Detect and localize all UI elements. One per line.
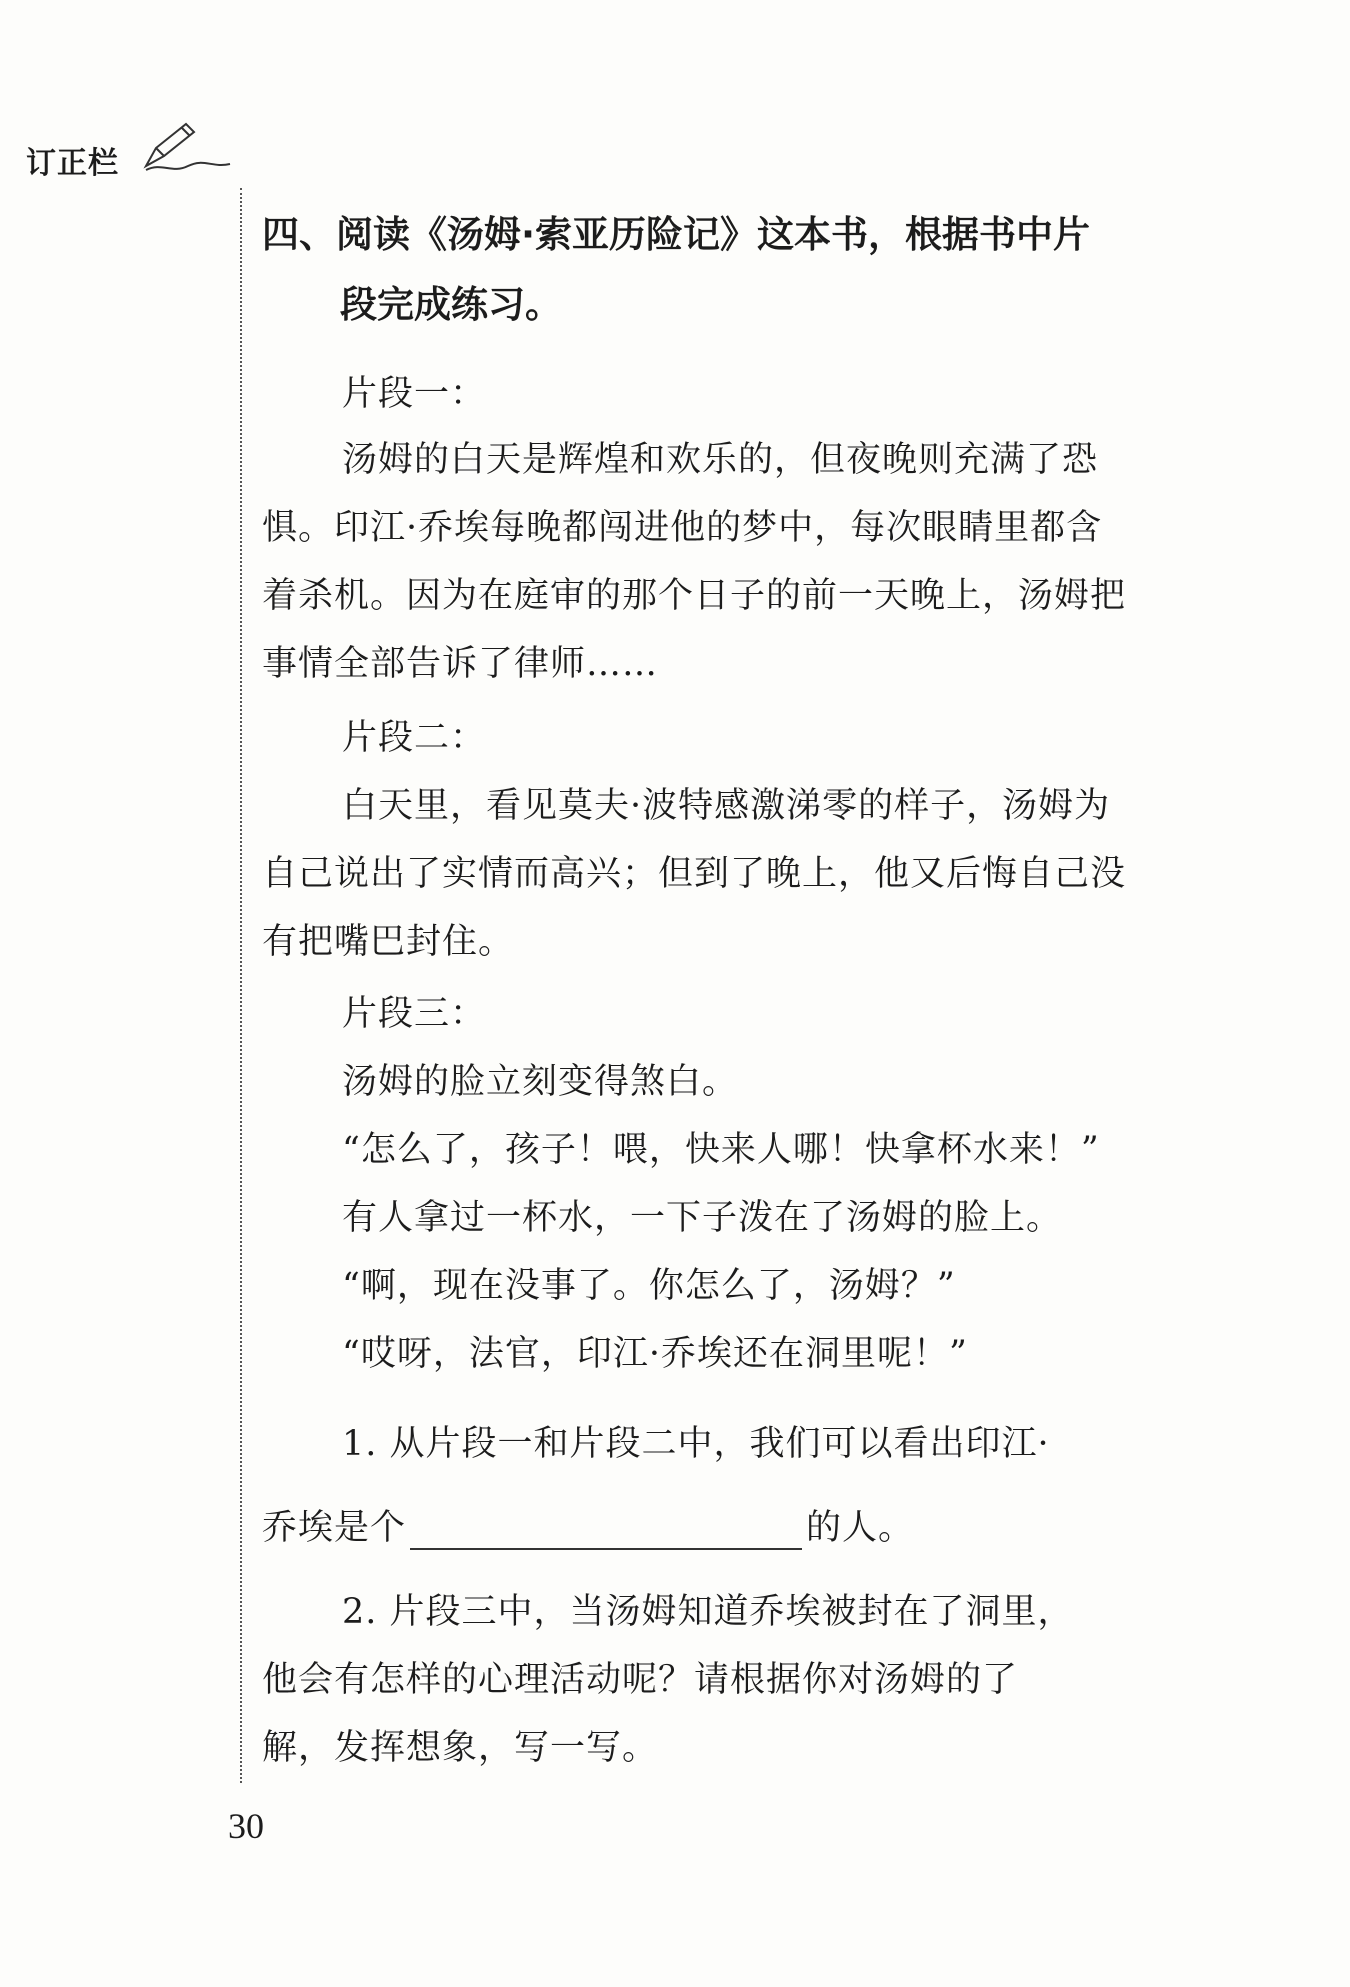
question-title-line1: 四、阅读《汤姆·索亚历险记》这本书，根据书中片 (262, 213, 1091, 256)
q1-line1: 1. 从片段一和片段二中，我们可以看出印江· (342, 1424, 1050, 1464)
excerpt2-line: 白天里，看见莫夫·波特感激涕零的样子，汤姆为 (342, 786, 1111, 826)
excerpt2-line: 自己说出了实情而高兴；但到了晚上，他又后悔自己没 (262, 854, 1127, 894)
question-title (262, 200, 1202, 340)
excerpt3-heading: 片段三： (342, 994, 487, 1034)
excerpt1-line: 汤姆的白天是辉煌和欢乐的，但夜晚则充满了恐 (342, 440, 1099, 480)
excerpt3-line: “啊，现在没事了。你怎么了，汤姆？” (342, 1266, 956, 1306)
excerpt1-line: 惧。印江·乔埃每晚都闯进他的梦中，每次眼睛里都含 (262, 508, 1103, 548)
excerpt1-line: 事情全部告诉了律师…… (262, 644, 659, 684)
excerpt2-heading: 片段二： (342, 718, 487, 758)
page-number: 30 (228, 1806, 264, 1846)
q2-line: 解，发挥想象，写一写。 (262, 1728, 659, 1768)
excerpt1-heading: 片段一： (342, 374, 487, 414)
correction-column-label: 订正栏 (26, 146, 119, 181)
pencil-icon (142, 118, 232, 178)
q2-line: 他会有怎样的心理活动呢？请根据你对汤姆的了 (262, 1660, 1019, 1700)
excerpt2-line: 有把嘴巴封住。 (262, 922, 515, 962)
excerpt3-line: “怎么了，孩子！喂，快来人哪！快拿杯水来！” (342, 1130, 1100, 1170)
excerpt3-line: 汤姆的脸立刻变得煞白。 (342, 1062, 739, 1102)
q2-line: 2. 片段三中，当汤姆知道乔埃被封在了洞里， (342, 1592, 1074, 1632)
excerpt3-line: 有人拿过一杯水，一下子泼在了汤姆的脸上。 (342, 1198, 1063, 1238)
correction-column-divider (240, 188, 242, 1783)
q1-answer-line (262, 1500, 1202, 1550)
q1-answer-blank[interactable] (410, 1512, 802, 1550)
question-title-line2: 段完成练习。 (340, 283, 562, 326)
excerpt1-line: 着杀机。因为在庭审的那个日子的前一天晚上，汤姆把 (262, 576, 1127, 616)
q1-suffix: 的人。 (806, 1508, 915, 1548)
excerpt3-line: “哎呀，法官，印江·乔埃还在洞里呢！” (342, 1334, 968, 1374)
q1-prefix: 乔埃是个 (262, 1508, 407, 1548)
